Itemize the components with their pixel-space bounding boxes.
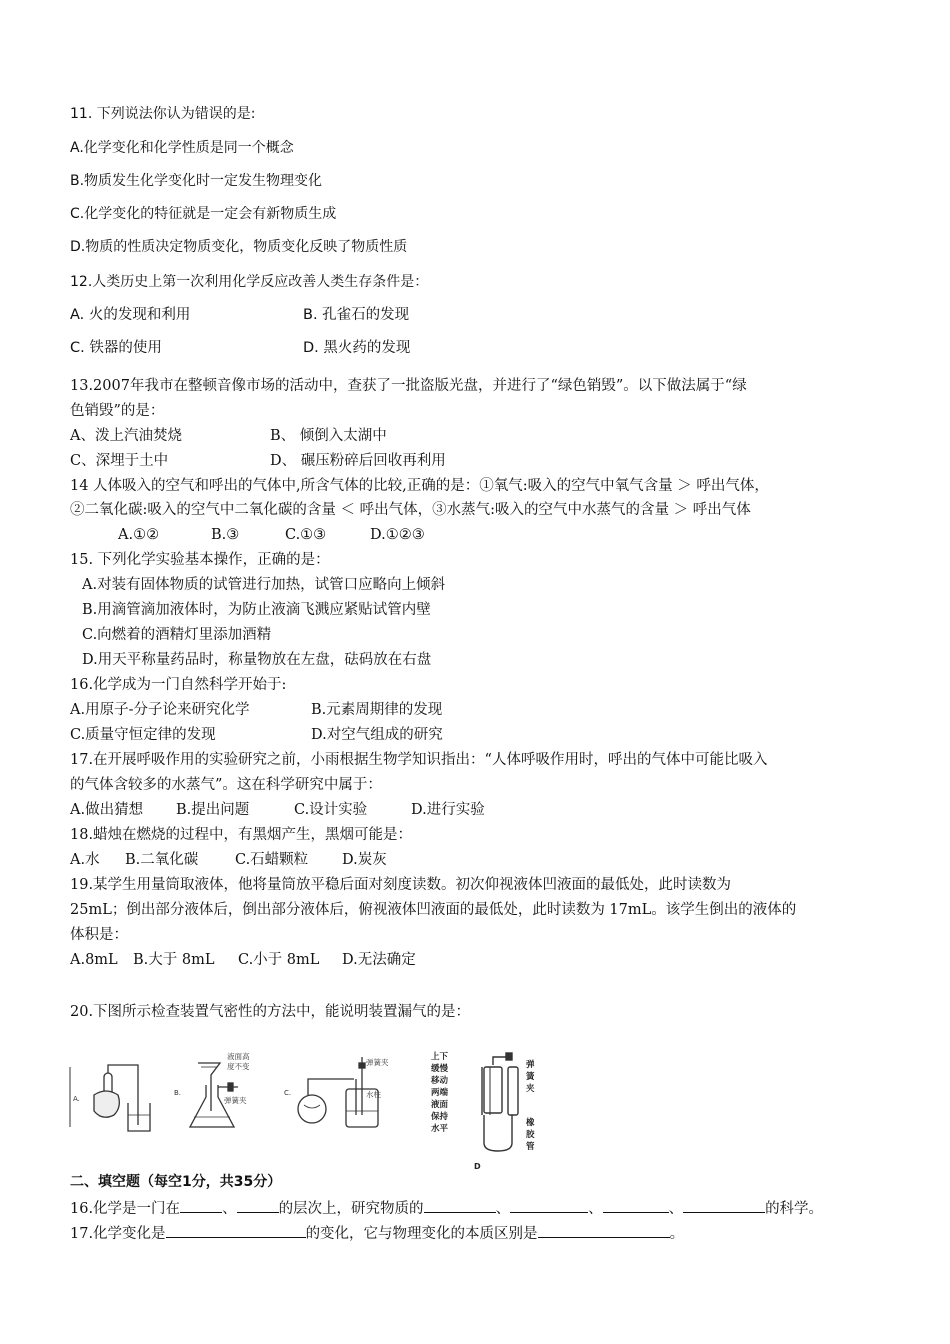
q13-option-c: C、深埋于土中 xyxy=(70,453,169,469)
fig-d-clip-2: 簧 xyxy=(526,1072,535,1082)
q15-option-a: A.对装有固体物质的试管进行加热，试管口应略向上倾斜 xyxy=(82,577,446,593)
fill16-blank-2[interactable] xyxy=(237,1197,279,1213)
fig-d-note-2: 缓慢 xyxy=(431,1064,449,1074)
q12-option-d: D. 黑火药的发现 xyxy=(303,340,411,356)
q17-option-a: A.做出猜想 xyxy=(70,802,144,818)
q14-option-d: D.①②③ xyxy=(370,527,425,543)
fill16-blank-6[interactable] xyxy=(683,1197,765,1213)
q15-option-d: D.用天平称量药品时，称量物放在左盘，砝码放在右盘 xyxy=(82,652,432,668)
q16-stem: 16.化学成为一门自然科学开始于: xyxy=(70,677,287,693)
fig-c-tube xyxy=(308,1079,354,1095)
q17-option-c: C.设计实验 xyxy=(294,802,368,818)
q14-option-b: B.③ xyxy=(211,527,240,543)
fill17-text-1: 17.化学变化是 xyxy=(70,1226,166,1242)
q14-line1: 14 人体吸入的空气和呼出的气体中,所含气体的比较,正确的是：①氧气:吸入的空气中氧气含量 ＞ 呼出气体， xyxy=(70,478,769,494)
fig-d-note-6: 保持 xyxy=(431,1112,449,1122)
q17-option-b: B.提出问题 xyxy=(176,802,250,818)
q18-option-a: A.水 xyxy=(70,852,100,868)
q19-line1: 19.某学生用量筒取液体，他将量筒放平稳后面对刻度读数。初次仰视液体凹液面的最低处，此时读数为 xyxy=(70,877,732,893)
fill16-line xyxy=(70,1197,823,1219)
fill16-text-6: 、 xyxy=(668,1201,684,1217)
q19-option-a: A.8mL xyxy=(70,952,118,968)
fig-d-note-3: 移动 xyxy=(431,1076,449,1086)
q15-option-b: B.用滴管滴加液体时，为防止液滴飞溅应紧贴试管内壁 xyxy=(82,602,431,618)
q13-option-d: D、 碾压粉碎后回收再利用 xyxy=(270,453,446,469)
fig-c-clamp xyxy=(359,1063,365,1068)
fig-c-label: C. xyxy=(284,1089,292,1097)
fig-d-rubber-hose xyxy=(484,1115,512,1151)
fill16-text-1: 16.化学是一门在 xyxy=(70,1201,181,1217)
q13-option-a: A、泼上汽油焚烧 xyxy=(70,428,182,444)
fill17-blank-1[interactable] xyxy=(166,1222,306,1238)
fig-d-clip-3: 夹 xyxy=(526,1084,535,1094)
fig-d-label: D xyxy=(474,1162,481,1171)
fig-d-right-tube xyxy=(508,1067,518,1115)
q14-option-a: A.①② xyxy=(118,527,160,543)
fig-d-hose-3: 管 xyxy=(526,1142,535,1152)
q15-stem: 15. 下列化学实验基本操作，正确的是： xyxy=(70,552,330,568)
q14-option-c: C.①③ xyxy=(285,527,327,543)
fill16-blank-3[interactable] xyxy=(424,1197,496,1213)
fill16-blank-4[interactable] xyxy=(510,1197,588,1213)
fig-c-clip-label: 弹簧夹 xyxy=(366,1058,389,1067)
fill17-text-3: 。 xyxy=(669,1226,685,1242)
q18-option-b: B.二氧化碳 xyxy=(125,852,199,868)
q16-option-a: A.用原子-分子论来研究化学 xyxy=(70,702,250,718)
section-2-title: 二、填空题（每空1分，共35分） xyxy=(70,1174,282,1190)
fill16-text-5: 、 xyxy=(588,1201,603,1217)
fig-b-clip-label: 弹簧夹 xyxy=(224,1096,247,1105)
fill16-text-2: 、 xyxy=(222,1201,237,1217)
q18-stem: 18.蜡烛在燃烧的过程中，有黑烟产生，黑烟可能是： xyxy=(70,827,413,843)
fig-d-note-1: 上下 xyxy=(431,1052,449,1062)
q17-option-d: D.进行实验 xyxy=(411,802,485,818)
fill17-text-2: 的变化，它与物理变化的本质区别是 xyxy=(305,1226,538,1242)
fill16-text-7: 的科学。 xyxy=(765,1201,824,1217)
q16-option-b: B.元素周期律的发现 xyxy=(311,702,443,718)
q12-option-c: C. 铁器的使用 xyxy=(70,340,162,356)
fig-b-clamp xyxy=(228,1083,233,1091)
q11-option-d: D.物质的性质决定物质变化，物质变化反映了物质性质 xyxy=(70,239,408,255)
fig-b-label: B. xyxy=(174,1089,182,1097)
fill17-line xyxy=(70,1222,684,1244)
fig-a-beaker xyxy=(128,1103,150,1131)
q19-line2: 25mL；倒出部分液体后，倒出部分液体后，俯视液体凹液面的最低处，此时读数为 17mL。该学生倒出的液体的 xyxy=(70,902,797,918)
fig-a-hand xyxy=(94,1091,119,1117)
fig-d-hose-1: 橡 xyxy=(526,1118,535,1128)
fig-b-note-2: 度不变 xyxy=(227,1062,250,1071)
fig-d-note-5: 液面 xyxy=(431,1100,449,1110)
fig-b-note-1: 液面高 xyxy=(227,1052,250,1061)
q16-option-d: D.对空气组成的研究 xyxy=(311,727,443,743)
fig-d-top-tube xyxy=(493,1057,507,1065)
q20-stem: 20.下图所示检查装置气密性的方法中，能说明装置漏气的是： xyxy=(70,1004,471,1020)
fig-b-funnel xyxy=(198,1063,220,1111)
q11-option-c: C.化学变化的特征就是一定会有新物质生成 xyxy=(70,206,337,222)
q11-option-a: A.化学变化和化学性质是同一个概念 xyxy=(70,140,294,156)
q18-option-d: D.炭灰 xyxy=(342,852,387,868)
fill16-text-4: 、 xyxy=(495,1201,511,1217)
q13-stem-line1: 13.2007年我市在整顿音像市场的活动中，查获了一批盗版光盘，并进行了“绿色销毁”。以下做法属于“绿 xyxy=(70,378,747,394)
q13-option-b: B、 倾倒入太湖中 xyxy=(270,428,387,444)
q12-option-a: A. 火的发现和利用 xyxy=(70,307,191,323)
q19-option-b: B.大于 8mL xyxy=(133,952,215,968)
q19-line3: 体积是： xyxy=(70,927,128,943)
fig-d-clip-1: 弹 xyxy=(526,1060,535,1070)
q11-stem: 11. 下列说法你认为错误的是: xyxy=(70,106,256,122)
q12-option-b: B. 孔雀石的发现 xyxy=(303,307,410,323)
q12-stem: 12.人类历史上第一次利用化学反应改善人类生存条件是： xyxy=(70,274,429,290)
q11-option-b: B.物质发生化学变化时一定发生物理变化 xyxy=(70,173,323,189)
fig-d-note-7: 水平 xyxy=(431,1124,449,1134)
fill16-blank-1[interactable] xyxy=(180,1197,222,1213)
q19-option-c: C.小于 8mL xyxy=(238,952,320,968)
q20-apparatus-figure xyxy=(66,1045,546,1170)
fill16-text-3: 的层次上，研究物质的 xyxy=(278,1201,424,1217)
q15-option-c: C.向燃着的酒精灯里添加酒精 xyxy=(82,627,272,643)
q13-stem-line2: 色销毁”的是： xyxy=(70,403,165,419)
q19-option-d: D.无法确定 xyxy=(342,952,416,968)
q14-line2: ②二氧化碳:吸入的空气中二氧化碳的含量 ＜ 呼出气体，③水蒸气:吸入的空气中水蒸气的含量 ＞ 呼出气体 xyxy=(70,502,751,518)
q16-option-c: C.质量守恒定律的发现 xyxy=(70,727,216,743)
fig-a-label: A. xyxy=(73,1095,80,1103)
q18-option-c: C.石蜡颗粒 xyxy=(235,852,309,868)
fig-c-flask xyxy=(298,1095,326,1123)
fig-c-water-label: 水柱 xyxy=(366,1090,381,1099)
fill16-blank-5[interactable] xyxy=(603,1197,669,1213)
fill17-blank-2[interactable] xyxy=(538,1222,670,1238)
q17-line1: 17.在开展呼吸作用的实验研究之前，小雨根据生物学知识指出：“人体呼吸作用时，呼出的气体中可能比吸入 xyxy=(70,752,768,768)
fig-d-note-4: 两端 xyxy=(431,1088,449,1098)
fig-d-syringe xyxy=(484,1067,502,1113)
fig-d-clamp xyxy=(506,1053,512,1060)
q17-line2: 的气体含较多的水蒸气”。这在科学研究中属于： xyxy=(70,777,382,793)
fig-d-hose-2: 胶 xyxy=(526,1130,535,1140)
